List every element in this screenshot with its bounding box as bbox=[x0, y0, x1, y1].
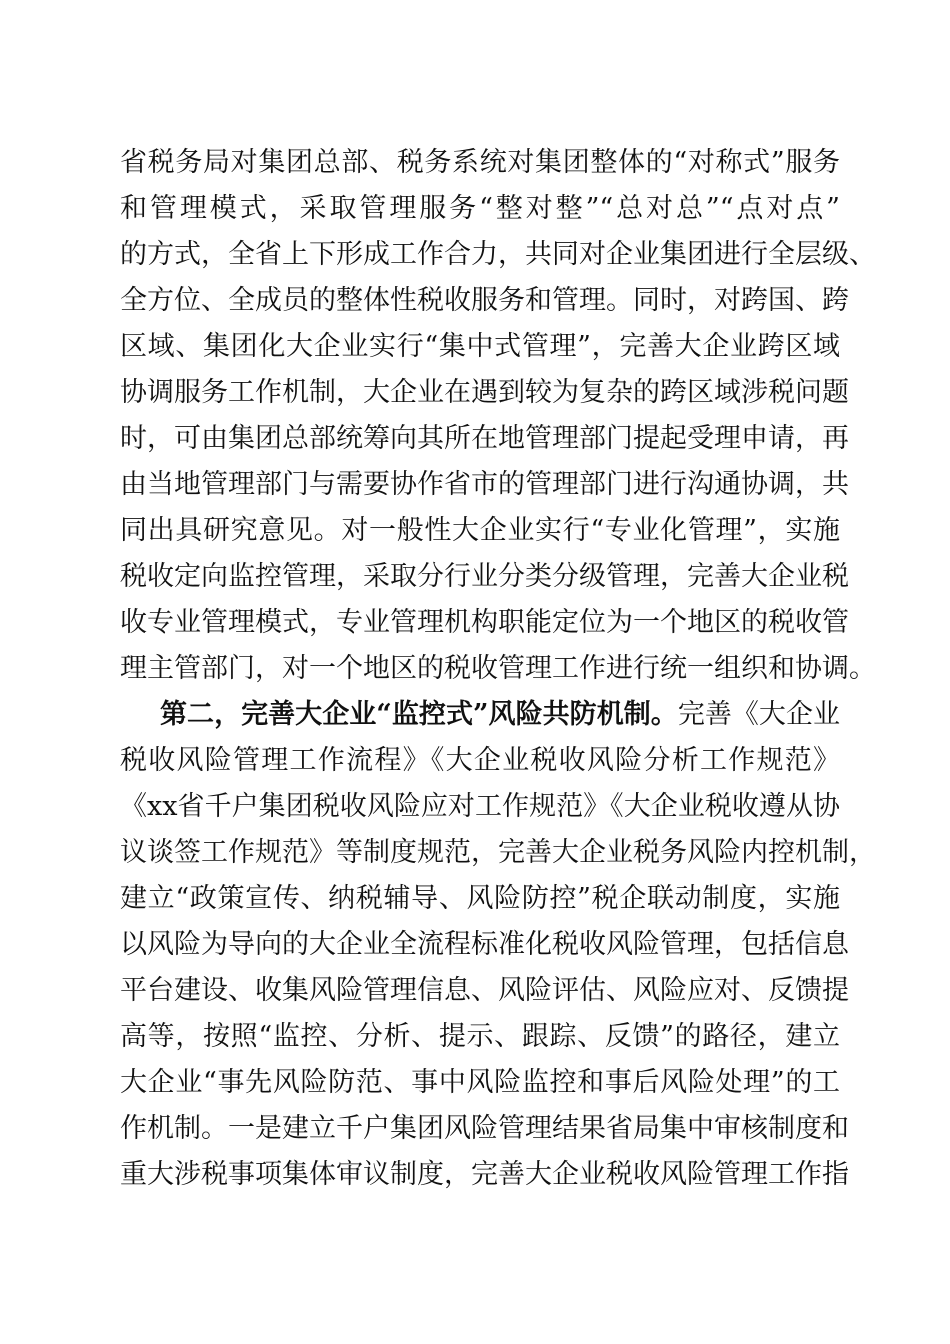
body-text bbox=[120, 140, 876, 1198]
text-line-16: 议谈签工作规范》等制度规范，完善大企业税务风险内控机制， bbox=[120, 837, 876, 868]
text-line-7: 时，可由集团总部统筹向其所在地管理部门提起受理申请，再 bbox=[120, 423, 849, 454]
text-line-3: 的方式，全省上下形成工作合力，共同对企业集团进行全层级、 bbox=[120, 239, 876, 270]
text-line-18: 以风险为导向的大企业全流程标准化税收风险管理，包括信息 bbox=[120, 929, 849, 960]
text-line-10: 税收定向监控管理，采取分行业分类分级管理，完善大企业税 bbox=[120, 561, 849, 592]
text-line-17: 建立“政策宣传、纳税辅导、风险防控”税企联动制度，实施 bbox=[120, 883, 840, 914]
text-line-11: 收专业管理模式，专业管理机构职能定位为一个地区的税收管 bbox=[120, 607, 849, 638]
text-line-5: 区域、集团化大企业实行“集中式管理”，完善大企业跨区域 bbox=[120, 331, 840, 362]
text-line-2: 和管理模式，采取管理服务“整对整”“总对总”“点对点” bbox=[120, 193, 840, 224]
text-line-21: 大企业“事先风险防范、事中风险监控和事后风险处理”的工 bbox=[120, 1067, 840, 1098]
text-line-20: 高等，按照“监控、分析、提示、跟踪、反馈”的路径，建立 bbox=[120, 1021, 840, 1052]
text-line-22: 作机制。一是建立千户集团风险管理结果省局集中审核制度和 bbox=[120, 1113, 849, 1144]
text-line-6: 协调服务工作机制，大企业在遇到较为复杂的跨区域涉税问题 bbox=[120, 377, 849, 408]
text-line-1: 省税务局对集团总部、税务系统对集团整体的“对称式”服务 bbox=[120, 147, 840, 178]
text-line-19: 平台建设、收集风险管理信息、风险评估、风险应对、反馈提 bbox=[120, 975, 849, 1006]
text-line-9: 同出具研究意见。对一般性大企业实行“专业化管理”，实施 bbox=[120, 515, 840, 546]
paragraph2-heading: 第二，完善大企业“监控式”风险共防机制。 bbox=[160, 699, 678, 730]
text-line-23: 重大涉税事项集体审议制度，完善大企业税收风险管理工作指 bbox=[120, 1159, 849, 1190]
paragraph2-first-rest: 完善《大企业 bbox=[677, 699, 840, 730]
text-line-12: 理主管部门，对一个地区的税收管理工作进行统一组织和协调。 bbox=[120, 653, 876, 684]
text-line-4: 全方位、全成员的整体性税收服务和管理。同时，对跨国、跨 bbox=[120, 285, 849, 316]
paragraph2-first-line bbox=[120, 692, 840, 738]
text-line-14: 税收风险管理工作流程》《大企业税收风险分析工作规范》 bbox=[120, 745, 840, 776]
text-line-15: 《xx省千户集团税收风险应对工作规范》《大企业税收遵从协 bbox=[120, 791, 840, 822]
text-line-8: 由当地管理部门与需要协作省市的管理部门进行沟通协调，共 bbox=[120, 469, 849, 500]
